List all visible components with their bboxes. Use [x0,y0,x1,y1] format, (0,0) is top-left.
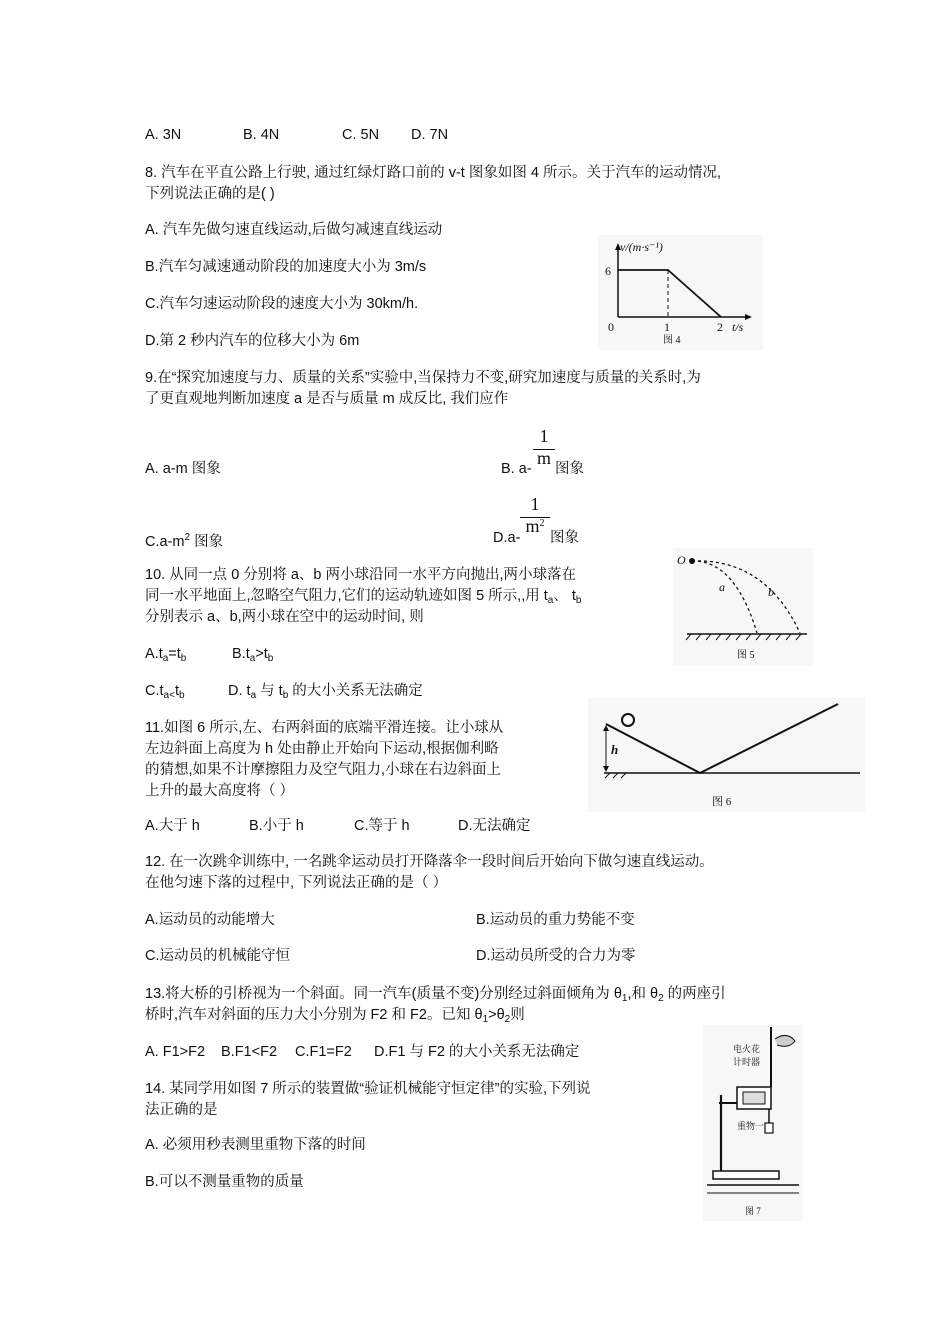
y-tick-6: 6 [605,264,611,278]
q8-stem-line1: 8. 汽车在平直公路上行驶, 通过红绿灯路口前的 v-t 图象如图 4 所示。关于汽车的运动情况, [145,165,721,181]
figure-5-projectile [673,548,813,666]
q13-option-a: A. F1>F2 [145,1044,206,1060]
figure-4-vt-graph [598,235,763,350]
q13-stem-line1: 13.将大桥的引桥视为一个斜面。同一汽车(质量不变)分别经过斜面倾角为 $\theta_1$,和 $\theta_2$ 的两座引 [145,986,726,1004]
q9-option-c: $C.a-m^2$ 图象 [145,532,224,550]
figure-caption: 图 7 [745,1206,761,1216]
q12-stem-line1: 12. 在一次跳伞训练中, 一名跳伞运动员打开降落伞一段时间后开始向下做匀速直线运动。 [145,854,714,870]
figure-caption: 图 6 [712,796,732,808]
point-o-label: O [677,553,686,567]
origin-label: 0 [608,320,614,334]
denominator: $m^2$ [525,516,545,536]
q10-option-d: D. $t_a$ 与 $t_b$ 的大小关系无法确定 [228,683,423,701]
stand-base [713,1171,779,1179]
figure-caption: 图 4 [663,335,681,346]
q9-option-d-fraction [520,494,550,537]
q10-stem-line1: 10. 从同一点 0 分别将 a、b 两小球沿同一水平方向抛出,两小球落在 [145,567,577,583]
x-tick-1: 1 [664,320,670,334]
q9-stem-line2: 了更直观地判断加速度 a 是否与质量 m 成反比, 我们应作 [145,391,509,407]
q10-option-c: $C.t_{a<}t_b$ [145,683,185,701]
curve-a-label: a [719,580,725,594]
curve-b-label: b [768,585,774,599]
y-axis-label: v/(m·s⁻¹) [620,240,663,254]
q8-option-b: B.汽车匀减速通动阶段的加速度大小为 3m/s [145,259,427,275]
q14-option-a: A. 必须用秒表测里重物下落的时间 [145,1137,366,1153]
q13-stem-line2: 桥时,汽车对斜面的压力大小分别为 F2 和 F2。已知 $\theta_1>\theta_2$则 [145,1007,525,1025]
q7-option-b: B. 4N [243,127,280,143]
q11-option-c: C.等于 h [354,818,410,834]
q9-option-b-fraction [533,426,555,469]
numerator: 1 [530,494,540,514]
timer-window [743,1092,765,1104]
numerator: 1 [539,426,549,446]
q9-option-a: A. a-m 图象 [145,461,221,477]
q9-option-b-suffix: 图象 [555,461,584,477]
q11-stem-line1: 11.如图 6 所示,左、右两斜面的底端平滑连接。让小球从 [145,720,504,736]
figure-6-slopes [588,698,865,812]
q8-stem-line2: 下列说法正确的是( ) [145,186,275,202]
q13-option-d: D.F1 与 F2 的大小关系无法确定 [374,1044,580,1060]
q7-option-c: C. 5N [342,127,380,143]
q11-option-d: D.无法确定 [458,818,531,834]
q12-option-d: D.运动员所受的合力为零 [476,948,636,964]
figure-7-apparatus [703,1025,803,1221]
q11-stem-line3: 的猜想,如果不计摩擦阻力及空气阻力,小球在右边斜面上 [145,762,502,778]
q14-option-b: B.可以不测量重物的质量 [145,1174,304,1190]
x-tick-2: 2 [717,320,723,334]
q12-option-a: A.运动员的动能增大 [145,912,275,928]
q9-option-d-suffix: 图象 [550,530,579,546]
timer-label-line1: 电火花 [733,1044,761,1054]
q11-stem-line2: 左边斜面上高度为 h 处由静止开始向下运动,根据伽利略 [145,741,499,757]
q8-option-a: A. 汽车先做匀速直线运动,后做匀减速直线运动 [145,222,443,238]
q8-option-c: C.汽车匀速运动阶段的速度大小为 30km/h. [145,296,419,312]
figure-caption: 图 5 [737,650,755,661]
q9-stem-line1: 9.在“探究加速度与力、质量的关系”实验中,当保持力不变,研究加速度与质量的关系时,为 [145,370,701,386]
q7-option-d: D. 7N [411,127,449,143]
weight-label: 重物一 [737,1121,765,1131]
weight [765,1123,773,1133]
q10-stem-line3: 分别表示 a、b,两小球在空中的运动时间, 则 [145,609,424,625]
q9-option-b-prefix: B. a- [501,461,532,477]
q12-option-c: C.运动员的机械能守恒 [145,948,290,964]
q12-stem-line2: 在他匀速下落的过程中, 下列说法正确的是（ ） [145,875,448,891]
q11-option-b: B.小于 h [249,818,304,834]
q7-option-a: A. 3N [145,127,182,143]
q11-option-a: A.大于 h [145,818,200,834]
q11-stem-line4: 上升的最大高度将（ ） [145,783,295,799]
x-axis-label: t/s [732,320,744,334]
q9-option-d-prefix: D.a- [493,530,521,546]
q10-option-a: $A.t_a=t_b$ [145,646,187,664]
q13-option-b: B.F1<F2 [221,1044,278,1060]
q14-stem-line2: 法正确的是 [145,1102,218,1118]
q10-option-b: $B.t_a>t_b$ [232,646,274,664]
q12-option-b: B.运动员的重力势能不变 [476,912,635,928]
q13-option-c: C.F1=F2 [295,1044,352,1060]
q14-stem-line1: 14. 某同学用如图 7 所示的装置做“验证机械能守恒定律”的实验,下列说 [145,1081,591,1097]
denominator: m [536,448,551,468]
timer-label-line2: 计时器 [733,1057,761,1067]
ball [622,714,634,726]
q10-stem-line2: 同一水平地面上,忽略空气阻力,它们的运动轨迹如图 5 所示,,用 $t_a$、 $t_b$ [145,588,582,606]
height-label: h [611,742,619,757]
q8-option-d: D.第 2 秒内汽车的位移大小为 6m [145,333,360,349]
